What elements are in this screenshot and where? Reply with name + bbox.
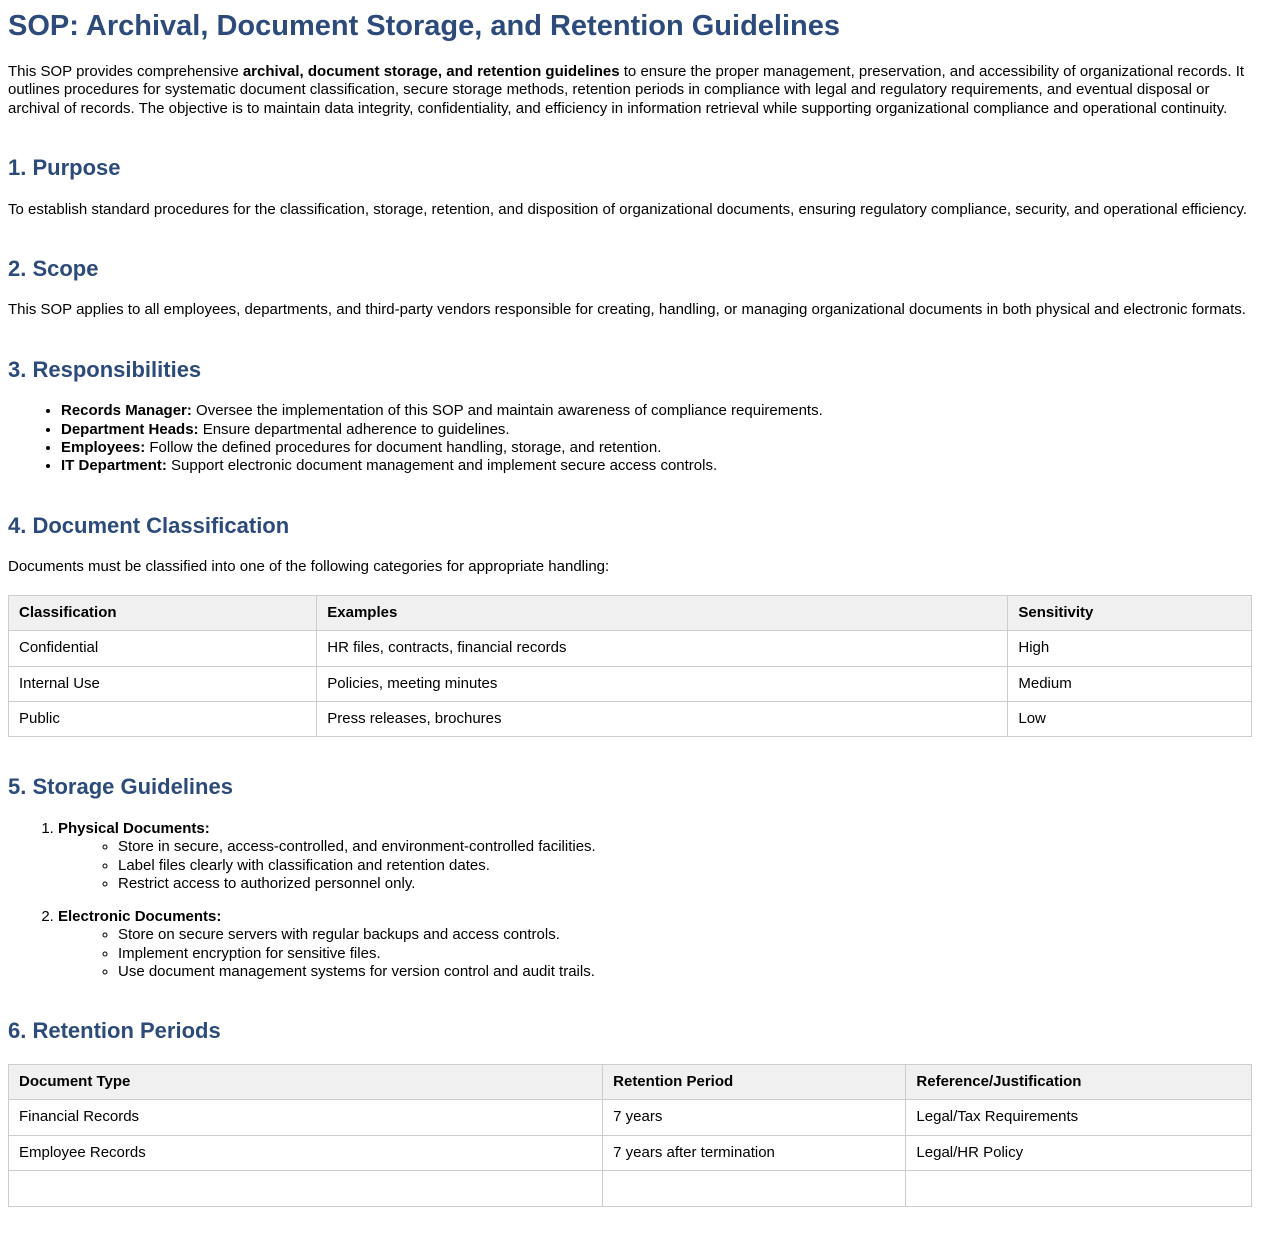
cell-classification: Public [9,702,317,737]
list-item-department-heads [61,421,1252,439]
cell-reference [906,1171,1252,1207]
list-item-text: Follow the defined procedures for document handling, storage, and retention. [145,439,662,457]
sub-list-item: ◦ Implement encryption for sensitive files. [118,945,1252,963]
sop-document [0,9,1263,1207]
heading-responsibilities: 3. Responsibilities [8,356,202,382]
list-item-label: Employees: [61,439,146,457]
column-header-reference-justification: Reference/Justification [906,1064,1252,1099]
list-item-label: IT Department: [61,457,167,475]
heading-document-classification: 4. Document Classification [8,512,290,538]
cell-reference: Legal/HR Policy [906,1135,1252,1170]
cell-document-type: Financial Records [9,1100,603,1135]
heading-purpose: 1. Purpose [8,155,121,181]
section-purpose [8,155,1252,219]
cell-sensitivity: Low [1008,702,1252,737]
cell-retention-period: 7 years after termination [603,1135,906,1170]
electronic-documents-sublist [58,926,1252,981]
classification-lead-text: Documents must be classified into one of the following categories for appropriate handling: [8,558,610,576]
column-header-retention-period: Retention Period [603,1064,906,1099]
list-item-text: Ensure departmental adherence to guidelines. [198,420,510,438]
cell-retention-period [603,1171,906,1207]
section-storage-guidelines [8,774,1252,981]
cell-reference: Legal/Tax Requirements [906,1100,1252,1135]
storage-group-label: Physical Documents: [58,819,210,837]
column-header-examples: Examples [317,595,1008,630]
table-row-employee-records [9,1135,1252,1170]
list-item-it-department [61,457,1252,475]
intro-text-bold: archival, document storage, and retention guidelines [242,62,620,80]
list-item-label: Records Manager: [61,402,192,420]
section-document-classification [8,513,1252,738]
storage-group-electronic [58,908,1252,982]
classification-table-header-row [9,595,1252,630]
cell-examples: Press releases, brochures [317,702,1008,737]
retention-table-header-row [9,1064,1252,1099]
column-header-classification: Classification [9,595,317,630]
list-item-text: Oversee the implementation of this SOP and maintain awareness of compliance requirements. [191,402,823,420]
sub-list-item: ◦ Store in secure, access-controlled, and environment-controlled facilities. [118,838,1252,856]
cell-sensitivity: Medium [1008,666,1252,701]
column-header-document-type: Document Type [9,1064,603,1099]
physical-documents-sublist [58,838,1252,893]
section-responsibilities [8,357,1252,476]
cell-classification: Internal Use [9,666,317,701]
section-scope [8,256,1252,320]
heading-storage-guidelines: 5. Storage Guidelines [8,774,233,800]
cell-document-type: Employee Records [9,1135,603,1170]
cell-sensitivity: High [1008,631,1252,666]
storage-guidelines-list [8,820,1252,982]
storage-group-physical [58,820,1252,894]
sub-list-item: ◦ Label files clearly with classification and retention dates. [118,857,1252,875]
section-retention-periods [8,1018,1252,1207]
column-header-sensitivity: Sensitivity [1008,595,1252,630]
heading-scope: 2. Scope [8,255,99,281]
responsibilities-list [8,402,1252,476]
table-row-financial-records [9,1100,1252,1135]
intro-paragraph [8,63,1252,118]
heading-retention-periods: 6. Retention Periods [8,1018,221,1044]
list-item-employees [61,439,1252,457]
table-row-internal-use [9,666,1252,701]
intro-text-post: to ensure the proper management, preservation, and accessibility of organizational records. It outlines procedures for systematic document classification, secure storage methods, retention periods in compliance with legal and regulatory requirements, and eventual disposal or archival of records. The objective is to maintain data integrity, confidentiality, and efficiency in information retrieval while supporting organizational compliance and operational continuity. [8,62,1245,117]
cell-retention-period: 7 years [603,1100,906,1135]
cell-classification: Confidential [9,631,317,666]
intro-text-pre: This SOP provides comprehensive [8,62,243,80]
sub-list-item: ◦ Store on secure servers with regular backups and access controls. [118,926,1252,944]
storage-group-label: Electronic Documents: [58,907,222,925]
cell-examples: Policies, meeting minutes [317,666,1008,701]
sub-list-item: ◦ Restrict access to authorized personnel only. [118,875,1252,893]
sub-list-item: ◦ Use document management systems for version control and audit trails. [118,963,1252,981]
list-item-label: Department Heads: [61,420,199,438]
purpose-text: To establish standard procedures for the classification, storage, retention, and disposition of organizational documents, ensuring regulatory compliance, security, and operational efficiency. [8,200,1248,218]
table-row-confidential [9,631,1252,666]
cell-examples: HR files, contracts, financial records [317,631,1008,666]
list-item-records-manager [61,402,1252,420]
cell-document-type [9,1171,603,1207]
classification-table [8,595,1252,738]
scope-text: This SOP applies to all employees, departments, and third-party vendors responsible for creating, handling, or managing organizational documents in both physical and electronic formats. [8,301,1246,319]
list-item-text: Support electronic document management and implement secure access controls. [166,457,718,475]
page-title: SOP: Archival, Document Storage, and Retention Guidelines [8,10,841,42]
table-row-public [9,702,1252,737]
table-row-cut-off [9,1171,1252,1207]
retention-table [8,1064,1252,1207]
